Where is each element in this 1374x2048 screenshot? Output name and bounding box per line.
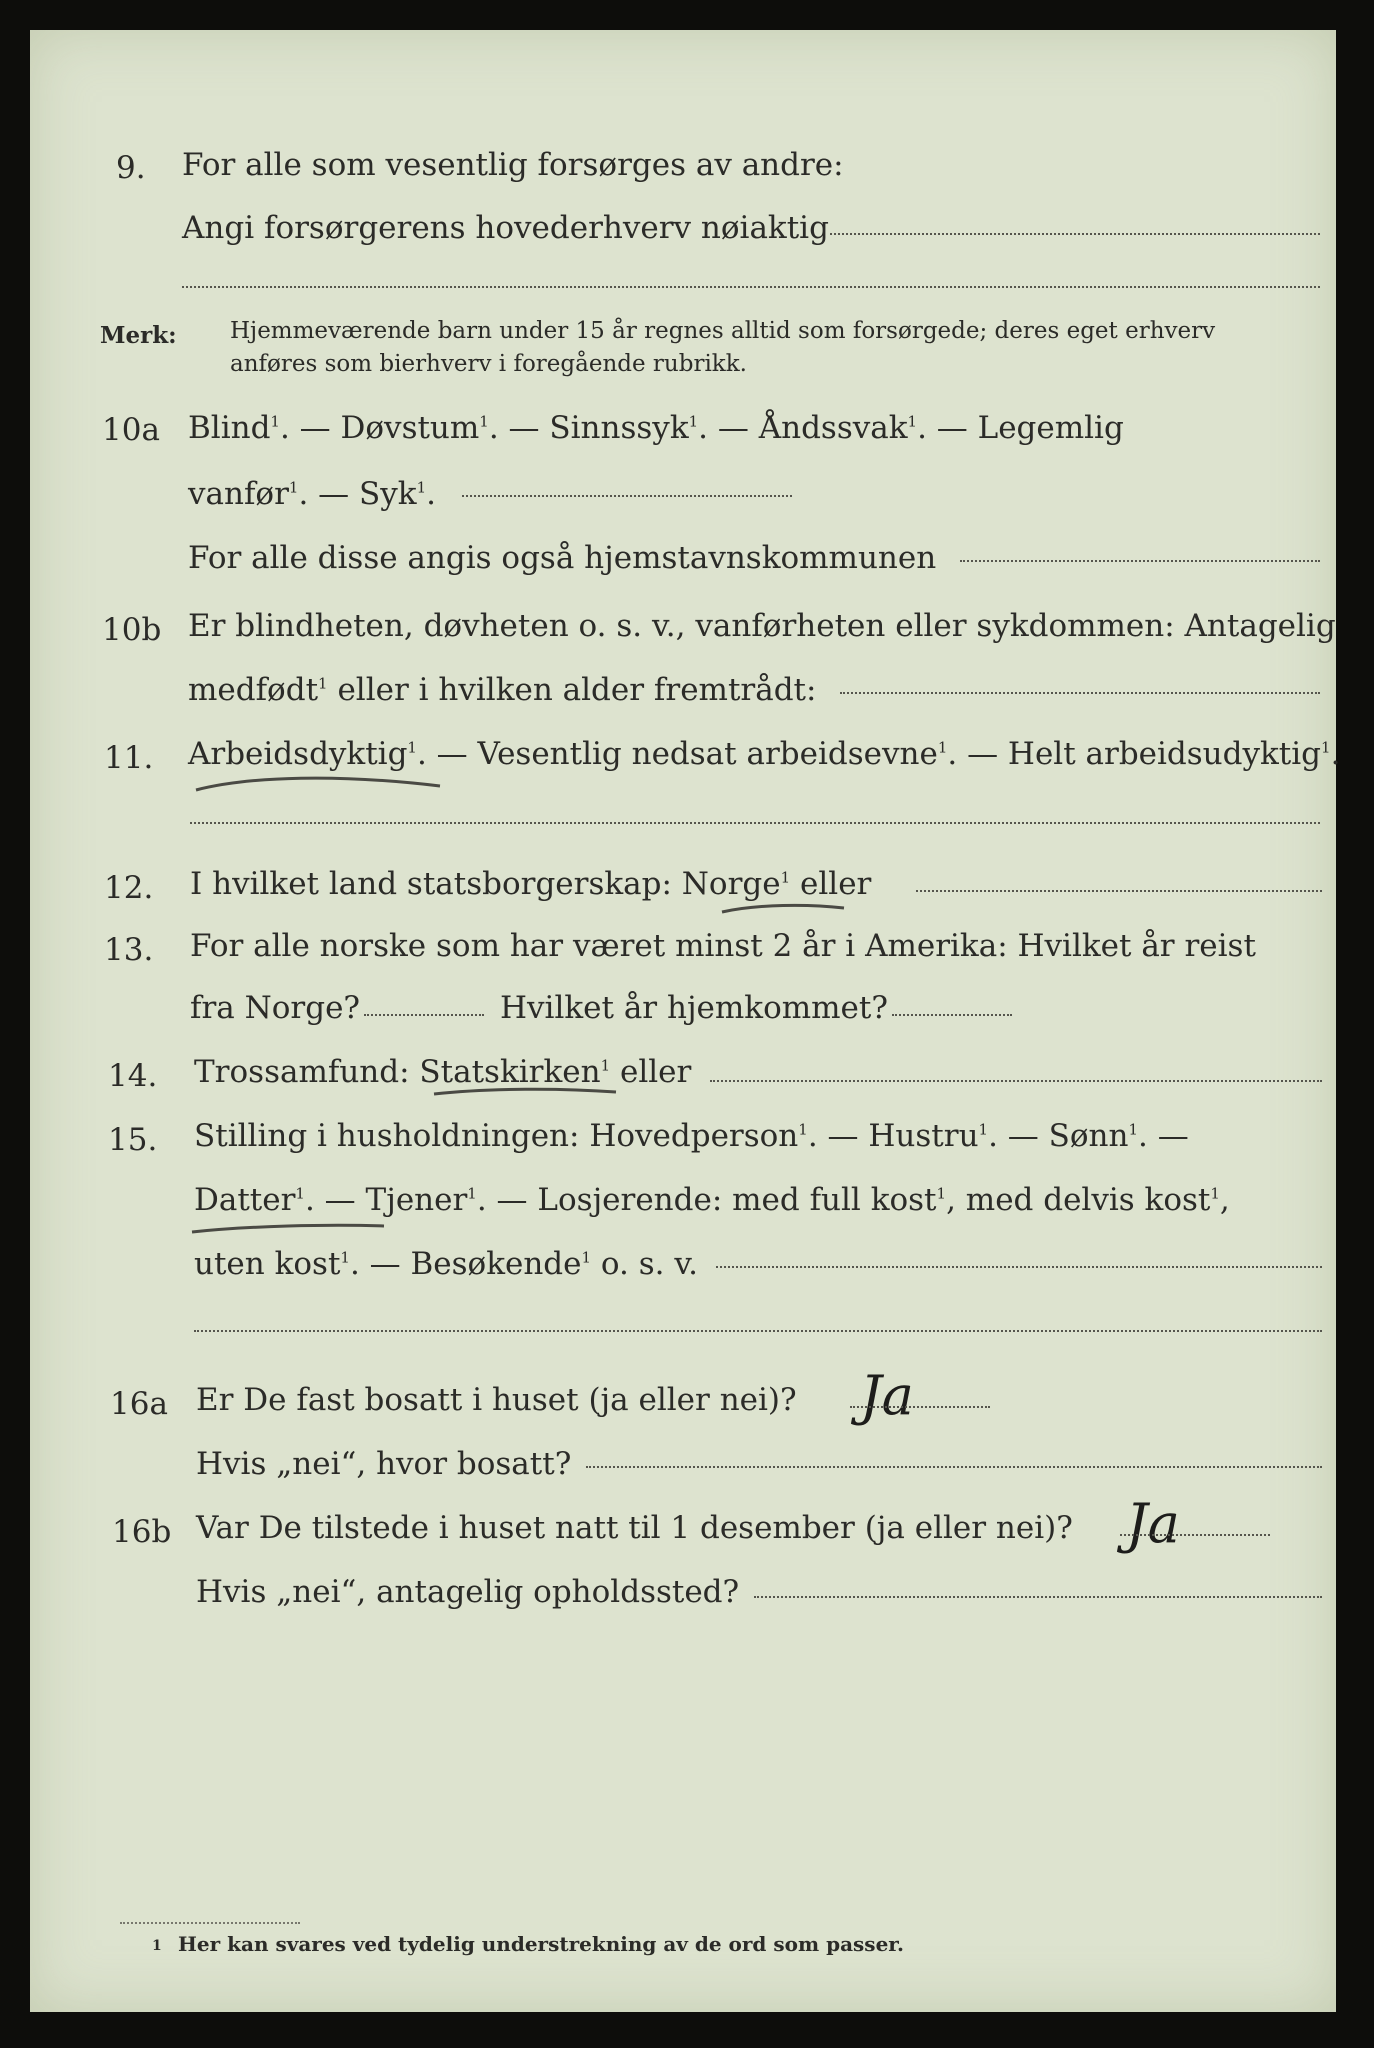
q15-underline-mark — [188, 1216, 388, 1240]
q16b-answer-line[interactable] — [1120, 1534, 1270, 1536]
q13-hjemkommet-line[interactable] — [892, 1014, 1012, 1016]
q11-underline-mark — [190, 770, 450, 800]
q15-answer-line-2[interactable] — [194, 1330, 1322, 1332]
q12-underline-mark — [718, 898, 848, 920]
q13-number: 13. — [104, 932, 154, 968]
q16b-handwritten-answer: Ja — [1126, 1492, 1180, 1555]
q13-line2a: fra Norge? — [190, 990, 361, 1026]
q10a-line1: Blind$^1$. — Døvstum$^1$. — Sinnssyk$^1$. — Åndssvak$^1$. — Legemlig — [188, 410, 1124, 446]
q15-number: 15. — [108, 1122, 158, 1158]
merk-label: Merk: — [100, 322, 177, 349]
q9-line1: For alle som vesentlig forsørges av andre: — [182, 147, 844, 183]
q14-number: 14. — [108, 1058, 158, 1094]
q11-answer-line[interactable] — [190, 822, 1320, 824]
q10a-number: 10a — [102, 412, 160, 448]
footnote-text: Her kan svares ved tydelig understrekning av de ord som passer. — [178, 1932, 904, 1956]
q10b-line2: medfødt$^1$ eller i hvilken alder fremtrådt: — [188, 672, 817, 708]
q13-line1: For alle norske som har været minst 2 år i Amerika: Hvilket år reist — [190, 928, 1256, 964]
q15-answer-line[interactable] — [716, 1266, 1322, 1268]
q16a-bosatt-line[interactable] — [586, 1466, 1322, 1468]
q16b-number: 16b — [112, 1514, 172, 1550]
census-form-page — [30, 30, 1341, 2012]
merk-line2: anføres som bierhverv i foregående rubrikk. — [230, 351, 747, 377]
q9-number: 9. — [116, 150, 146, 186]
merk-line1: Hjemmeværende barn under 15 år regnes alltid som forsørgede; deres eget erhverv — [230, 318, 1216, 344]
q16a-answer-line[interactable] — [850, 1406, 990, 1408]
q12-number: 12. — [104, 870, 154, 906]
q16b-opholdssted-line[interactable] — [754, 1596, 1322, 1598]
q9-answer-line-2[interactable] — [182, 286, 1320, 288]
q16b-line1: Var De tilstede i huset natt til 1 desember (ja eller nei)? — [196, 1510, 1073, 1546]
q11-line1: Arbeidsdyktig$^1$. — Vesentlig nedsat arbeidsevne$^1$. — Helt arbeidsudyktig$^1$. — [188, 736, 1341, 772]
q9-answer-line[interactable] — [830, 233, 1320, 235]
q13-reist-line[interactable] — [364, 1014, 484, 1016]
q10b-answer-line[interactable] — [840, 692, 1320, 694]
q15-line2: Datter$^1$. — Tjener$^1$. — Losjerende: med full kost$^1$, med delvis kost$^1$, — [194, 1182, 1230, 1218]
q16a-line2: Hvis „nei“, hvor bosatt? — [196, 1446, 572, 1482]
q12-answer-line[interactable] — [916, 890, 1322, 892]
q10a-syk-line[interactable] — [462, 495, 792, 497]
q10a-line2: vanfør$^1$. — Syk$^1$. — [188, 476, 436, 512]
q9-line2: Angi forsørgerens hovederhverv nøiaktig — [182, 210, 829, 246]
q10b-number: 10b — [102, 612, 162, 648]
q10b-line1: Er blindheten, døvheten o. s. v., vanførheten eller sykdommen: Antagelig — [188, 608, 1336, 644]
q11-number: 11. — [104, 740, 154, 776]
q15-line1: Stilling i husholdningen: Hovedperson$^1$. — Hustru$^1$. — Sønn$^1$. — — [194, 1118, 1189, 1154]
q10a-line3: For alle disse angis også hjemstavnskommunen — [188, 540, 937, 576]
footnote-rule — [120, 1922, 300, 1924]
footnote-mark: 1 — [152, 1938, 162, 1954]
q14-answer-line[interactable] — [710, 1080, 1322, 1082]
q10a-hjemstavn-line[interactable] — [960, 560, 1320, 562]
q14-line1: Trossamfund: Statskirken$^1$ eller — [194, 1054, 692, 1090]
q16a-line1: Er De fast bosatt i huset (ja eller nei)? — [196, 1382, 797, 1418]
q16a-handwritten-answer: Ja — [860, 1364, 914, 1427]
q13-line2b: Hvilket år hjemkommet? — [500, 990, 888, 1026]
q16b-line2: Hvis „nei“, antagelig opholdssted? — [196, 1574, 740, 1610]
q12-line1: I hvilket land statsborgerskap: Norge$^1$ eller — [190, 866, 872, 902]
q14-underline-mark — [430, 1084, 620, 1104]
q15-line3: uten kost$^1$. — Besøkende$^1$ o. s. v. — [194, 1246, 699, 1282]
q16a-number: 16a — [110, 1386, 168, 1422]
